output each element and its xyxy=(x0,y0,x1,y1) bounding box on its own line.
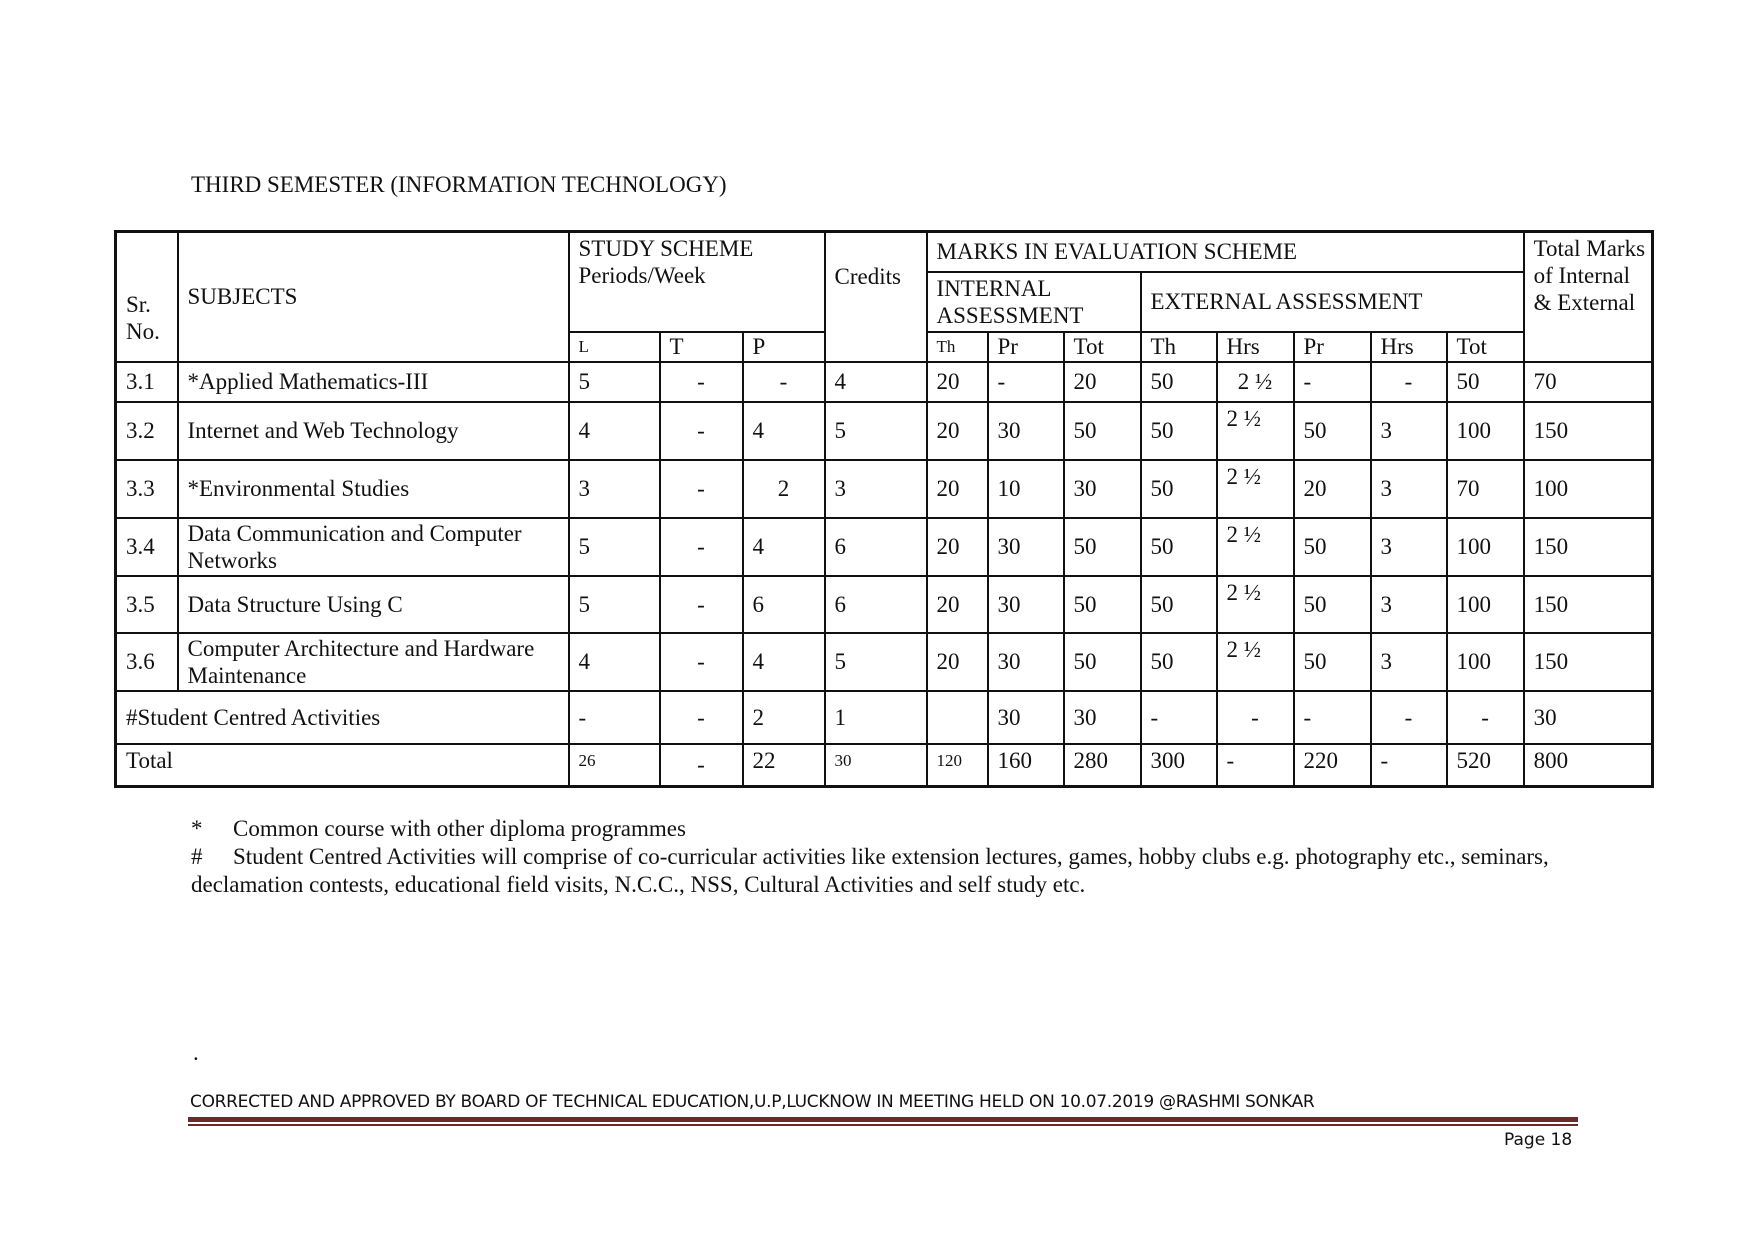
header-int-tot: Tot xyxy=(1064,332,1141,362)
cell-int-tot: 20 xyxy=(1064,362,1141,402)
header-l: L xyxy=(569,332,660,362)
activities-row xyxy=(116,691,1653,744)
cell-sr: 3.3 xyxy=(116,460,178,518)
cell-p: 2 xyxy=(743,460,825,518)
cell-p: 6 xyxy=(743,576,825,633)
cell-total: 100 xyxy=(1524,460,1653,518)
cell-t: - xyxy=(660,633,743,691)
footnotes xyxy=(191,815,1571,899)
footer-rule xyxy=(188,1117,1578,1122)
cell-ext-pr: 50 xyxy=(1294,576,1371,633)
cell-ext-tot: - xyxy=(1447,691,1524,744)
table-row xyxy=(116,402,1653,460)
cell-ext-tot: 100 xyxy=(1447,576,1524,633)
cell-l: 5 xyxy=(569,576,660,633)
cell-ext-tot: 70 xyxy=(1447,460,1524,518)
cell-t: - xyxy=(660,362,743,402)
cell-ext-hrs: 2 ½ xyxy=(1217,402,1294,460)
cell-t: - xyxy=(660,576,743,633)
cell-ext-th: 50 xyxy=(1141,576,1217,633)
footnote-text: Student Centred Activities will comprise of co-curricular activities like extension lectures, games, hobby clubs e.g. photography etc., seminars, declamation contests, educational field visits, N.C.C., NSS, Cultural Activities and self study etc. xyxy=(191,844,1549,897)
cell-ext-pr: 50 xyxy=(1294,518,1371,576)
cell-ext-hrs: - xyxy=(1217,691,1294,744)
cell-sr: 3.1 xyxy=(116,362,178,402)
cell-int-pr: 10 xyxy=(988,460,1064,518)
cell-int-tot: 50 xyxy=(1064,402,1141,460)
cell-int-th: 20 xyxy=(927,576,988,633)
header-internal: INTERNAL ASSESSMENT xyxy=(927,272,1141,332)
cell-int-tot: 280 xyxy=(1064,744,1141,787)
page-title: THIRD SEMESTER (INFORMATION TECHNOLOGY) xyxy=(191,172,727,197)
cell-ext-hrs: 2 ½ xyxy=(1217,576,1294,633)
cell-credits: 1 xyxy=(825,691,927,744)
table-row xyxy=(116,518,1653,576)
cell-p: 22 xyxy=(743,744,825,787)
cell-credits: 6 xyxy=(825,576,927,633)
footnote-text: Common course with other diploma programmes xyxy=(233,816,686,841)
cell-ext-th: - xyxy=(1141,691,1217,744)
cell-ext-th: 50 xyxy=(1141,362,1217,402)
cell-subject: Internet and Web Technology xyxy=(178,402,569,460)
header-ext-hrs: Hrs xyxy=(1217,332,1294,362)
cell-ext-th: 50 xyxy=(1141,633,1217,691)
header-marks: MARKS IN EVALUATION SCHEME xyxy=(927,232,1524,272)
page-number: Page 18 xyxy=(1504,1130,1573,1150)
header-p: P xyxy=(743,332,825,362)
cell-p: 4 xyxy=(743,402,825,460)
cell-ext-hrs2: 3 xyxy=(1371,460,1447,518)
cell-int-th: 20 xyxy=(927,362,988,402)
cell-sr: 3.5 xyxy=(116,576,178,633)
header-ext-hrs2: Hrs xyxy=(1371,332,1447,362)
cell-ext-tot: 100 xyxy=(1447,402,1524,460)
header-subjects: SUBJECTS xyxy=(178,232,569,362)
cell-p: 2 xyxy=(743,691,825,744)
cell-ext-pr: - xyxy=(1294,362,1371,402)
cell-ext-hrs: - xyxy=(1217,744,1294,787)
cell-subject: *Environmental Studies xyxy=(178,460,569,518)
cell-ext-pr: 20 xyxy=(1294,460,1371,518)
footer-rule-thin xyxy=(188,1124,1578,1126)
cell-ext-pr: 50 xyxy=(1294,633,1371,691)
cell-ext-th: 50 xyxy=(1141,402,1217,460)
cell-l: 3 xyxy=(569,460,660,518)
cell-p: 4 xyxy=(743,518,825,576)
header-credits: Credits xyxy=(825,232,927,362)
cell-ext-hrs2: 3 xyxy=(1371,633,1447,691)
cell-p: - xyxy=(743,362,825,402)
cell-credits: 30 xyxy=(825,744,927,787)
cell-int-pr: 30 xyxy=(988,633,1064,691)
table-row xyxy=(116,362,1653,402)
cell-total: 70 xyxy=(1524,362,1653,402)
cell-l: 4 xyxy=(569,402,660,460)
header-t: T xyxy=(660,332,743,362)
cell-int-pr: 30 xyxy=(988,576,1064,633)
cell-ext-tot: 520 xyxy=(1447,744,1524,787)
cell-total: 150 xyxy=(1524,402,1653,460)
cell-sr: 3.4 xyxy=(116,518,178,576)
cell-int-pr: 30 xyxy=(988,518,1064,576)
cell-int-th: 20 xyxy=(927,460,988,518)
cell-int-tot: 50 xyxy=(1064,518,1141,576)
cell-credits: 4 xyxy=(825,362,927,402)
cell-subject: Data Structure Using C xyxy=(178,576,569,633)
cell-int-pr: 160 xyxy=(988,744,1064,787)
table-row xyxy=(116,576,1653,633)
cell-subject: Computer Architecture and Hardware Maintenance xyxy=(178,633,569,691)
cell-subject: Data Communication and Computer Networks xyxy=(178,518,569,576)
cell-ext-th: 300 xyxy=(1141,744,1217,787)
cell-int-pr: - xyxy=(988,362,1064,402)
cell-total-label: Total xyxy=(116,744,569,787)
cell-ext-hrs: 2 ½ xyxy=(1217,633,1294,691)
evaluation-scheme-table xyxy=(114,230,1654,788)
cell-ext-pr: 220 xyxy=(1294,744,1371,787)
cell-l: 26 xyxy=(569,744,660,787)
cell-ext-hrs2: - xyxy=(1371,362,1447,402)
cell-ext-hrs: 2 ½ xyxy=(1217,460,1294,518)
header-row-1 xyxy=(116,232,1653,272)
cell-total: 150 xyxy=(1524,633,1653,691)
cell-l: 4 xyxy=(569,633,660,691)
footer-approval-text: CORRECTED AND APPROVED BY BOARD OF TECHNICAL EDUCATION,U.P,LUCKNOW IN MEETING HELD ON 10.07.2019 @RASHMI SONKAR xyxy=(190,1092,1315,1112)
header-study-scheme: STUDY SCHEME Periods/Week xyxy=(569,232,825,332)
cell-ext-th: 50 xyxy=(1141,460,1217,518)
cell-int-pr: 30 xyxy=(988,691,1064,744)
cell-t: - xyxy=(660,691,743,744)
cell-ext-hrs2: - xyxy=(1371,691,1447,744)
header-total: Total Marks of Internal & External xyxy=(1524,232,1653,362)
cell-ext-tot: 50 xyxy=(1447,362,1524,402)
cell-int-tot: 30 xyxy=(1064,691,1141,744)
cell-l: 5 xyxy=(569,518,660,576)
cell-t: - xyxy=(660,744,743,787)
cell-t: - xyxy=(660,518,743,576)
cell-int-th: 20 xyxy=(927,633,988,691)
stray-dot: . xyxy=(193,1040,199,1065)
cell-subject: *Applied Mathematics-III xyxy=(178,362,569,402)
table-row xyxy=(116,633,1653,691)
header-int-th: Th xyxy=(927,332,988,362)
cell-ext-pr: 50 xyxy=(1294,402,1371,460)
cell-t: - xyxy=(660,460,743,518)
cell-ext-tot: 100 xyxy=(1447,633,1524,691)
cell-sr: 3.2 xyxy=(116,402,178,460)
cell-sr: 3.6 xyxy=(116,633,178,691)
footnote-common-course xyxy=(191,815,1571,843)
footnote-mark: # xyxy=(191,844,203,869)
cell-ext-hrs: 2 ½ xyxy=(1217,362,1294,402)
header-external: EXTERNAL ASSESSMENT xyxy=(1141,272,1524,332)
cell-ext-hrs2: - xyxy=(1371,744,1447,787)
cell-ext-pr: - xyxy=(1294,691,1371,744)
header-ext-tot: Tot xyxy=(1447,332,1524,362)
cell-ext-hrs2: 3 xyxy=(1371,518,1447,576)
cell-ext-hrs: 2 ½ xyxy=(1217,518,1294,576)
cell-t: - xyxy=(660,402,743,460)
cell-credits: 6 xyxy=(825,518,927,576)
total-row xyxy=(116,744,1653,787)
cell-total: 30 xyxy=(1524,691,1653,744)
cell-ext-hrs2: 3 xyxy=(1371,576,1447,633)
cell-int-th xyxy=(927,691,988,744)
cell-ext-hrs2: 3 xyxy=(1371,402,1447,460)
cell-p: 4 xyxy=(743,633,825,691)
cell-credits: 3 xyxy=(825,460,927,518)
footnote-activities xyxy=(191,843,1571,899)
table-row xyxy=(116,460,1653,518)
cell-ext-th: 50 xyxy=(1141,518,1217,576)
cell-int-th: 20 xyxy=(927,518,988,576)
footnote-mark: * xyxy=(191,816,203,841)
cell-int-tot: 30 xyxy=(1064,460,1141,518)
cell-credits: 5 xyxy=(825,402,927,460)
cell-total: 800 xyxy=(1524,744,1653,787)
cell-total: 150 xyxy=(1524,576,1653,633)
cell-total: 150 xyxy=(1524,518,1653,576)
cell-activities-label: #Student Centred Activities xyxy=(116,691,569,744)
header-int-pr: Pr xyxy=(988,332,1064,362)
cell-l: 5 xyxy=(569,362,660,402)
cell-int-th: 120 xyxy=(927,744,988,787)
header-sr: Sr. No. xyxy=(116,232,178,362)
cell-int-pr: 30 xyxy=(988,402,1064,460)
cell-int-tot: 50 xyxy=(1064,576,1141,633)
cell-l: - xyxy=(569,691,660,744)
header-ext-th: Th xyxy=(1141,332,1217,362)
cell-int-th: 20 xyxy=(927,402,988,460)
header-ext-pr: Pr xyxy=(1294,332,1371,362)
cell-credits: 5 xyxy=(825,633,927,691)
cell-ext-tot: 100 xyxy=(1447,518,1524,576)
cell-int-tot: 50 xyxy=(1064,633,1141,691)
